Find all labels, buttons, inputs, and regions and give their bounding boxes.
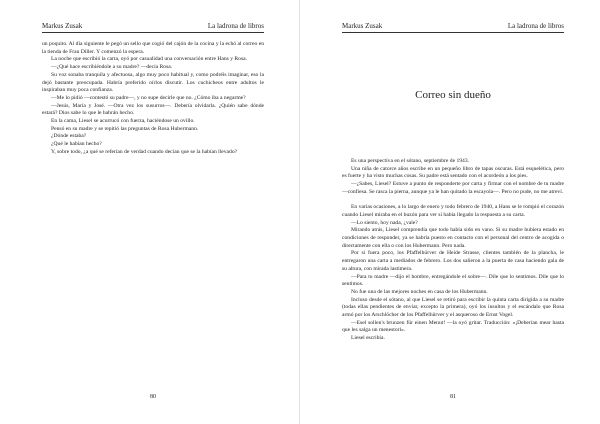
paragraph: En varias ocasiones, a lo largo de enero y todo febrero de 1940, a Hans se le rompió el corazón cuando Liesel miraba en el buzón para ver si había llegado la respuesta a su carta. — [342, 204, 564, 218]
paragraph: Incluso desde el sótano, al que Liesel se retiró para escribir la quinta carta dirigida a su madre (todas ellas pendientes de enviar, excepto la primera), oyó los insultos y el escándalo que Rosa armó por los Arschlöcher de los Pfaffelhürver y el asqueroso de Ernst Vogel. — [342, 296, 564, 319]
paragraph: ¿Qué le habían hecho? — [51, 141, 102, 148]
paragraph: —¿Qué hace escribiéndole a su madre? —decía Rosa. — [51, 64, 173, 71]
header-author: Markus Zusak — [342, 22, 383, 30]
paragraph: Una niña de catorce años escribe en un pequeño libro de tapas oscuras. Está esquelética, pero es fuerte y ha visto muchas cosas. Su padre está sentado con el acordeón a los pies. — [342, 165, 564, 180]
running-header-left — [42, 22, 264, 33]
paragraph: No fue una de las mejores noches en casa de los Hubermann. — [351, 288, 488, 295]
page-number-right: 81 — [450, 394, 456, 400]
paragraph: —¿Sabes, Liesel? Estuve a punto de responderte por carta y firmar con el nombre de tu madre —confiesa. Se rasca la pierna, aunque ya le han quitado la escayola—. Pero no pude, no me atreví. — [342, 181, 564, 195]
paragraph: Es una perspectiva en el sótano, septiembre de 1943. — [351, 158, 470, 164]
paragraph: ¿Dónde estaba? — [51, 133, 87, 140]
paragraph: —Me lo pidió —contestó su padre—, y no supe decirle que no. ¿Cómo iba a negarme? — [51, 94, 246, 101]
paragraph: Por si fuera poco, los Pfaffelhürver de Heide Strasse, clientes también de la plancha, le entregaron una carta a mediados de febrero. Los dos salieron a la puerta de casa haciendo gala de su altura, con mirada lastimera. — [342, 250, 564, 272]
header-book-title: La ladrona de libros — [507, 22, 564, 30]
paragraph: —Para tu madre —dijo el hombre, entregándole el sobre—. Dile que lo sentimos. Dile que lo sentimos. — [342, 273, 564, 288]
right-page — [300, 0, 600, 424]
paragraph: Pensó en su madre y se repitió las preguntas de Rosa Hubermann. — [51, 125, 199, 132]
paragraph: La noche que escribió la carta, oyó por casualidad una conversación entre Hans y Rosa. — [51, 56, 248, 63]
chapter-title: Correo sin dueño — [415, 89, 491, 101]
running-header-right — [342, 22, 564, 33]
paragraph: Mirando atrás, Liesel comprendía que todo había sido en vano. Si su madre hubiera estado en condiciones de responder, ya se habría puesto en contacto con el personal del centro de acogida o directamente con ella o con los Hubermann. Pero nada. — [342, 227, 564, 249]
page-number-left: 80 — [150, 394, 156, 400]
left-page-body — [42, 41, 264, 157]
paragraph: —Lo siento, hoy nada, ¿vale? — [351, 219, 418, 226]
paragraph: —Jesús, María y José. —Otra vez los susurros—. Debería olvidarla. ¿Quién sabe dónde estará? Dios sabe lo que le habrán hecho. — [42, 102, 264, 117]
paragraph: —Esel sollen's brunzen für einen Menut! —la oyó gritar. Traducción: «¡Deberían mear hasta que les salga un menestorl». — [342, 319, 564, 334]
header-book-title: La ladrona de libros — [207, 22, 264, 30]
header-author: Markus Zusak — [42, 22, 83, 30]
paragraph: Liesel escribía. — [351, 335, 385, 342]
paragraph: un poquito. Al día siguiente le pegó un sello que cogió del cajón de la cocina y la echó al correo en la tienda de Frau Diller. Y comenzó la espera. — [42, 41, 264, 55]
paragraph: En la cama, Liesel se acurrucó con fuerza, haciéndose un ovillo. — [51, 118, 195, 125]
paragraph: Y, sobre todo, ¿a qué se referían de verdad cuando decían que se la habían llevado? — [51, 148, 238, 155]
right-page-body — [342, 158, 564, 343]
paragraph: Su voz sonaba tranquila y afectuosa, algo muy poco habitual y, como podréis imaginar, eso la dejó bastante preocupada. Habría preferido oírlos discutir. Los cuchicheos entre adultos le inspiraban muy poca confianza. — [42, 71, 264, 94]
